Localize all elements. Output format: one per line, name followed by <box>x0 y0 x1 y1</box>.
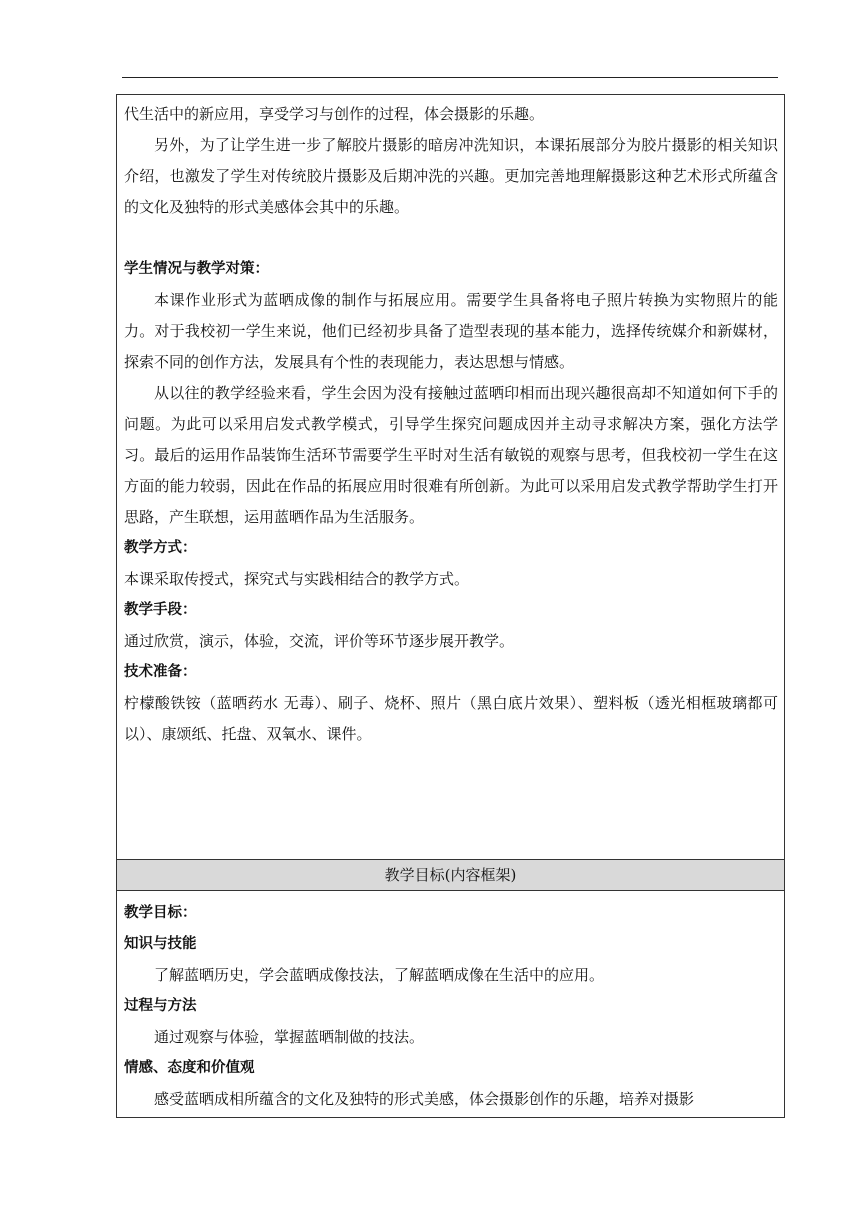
process-text: 通过观察与体验，掌握蓝晒制做的技法。 <box>154 1028 425 1046</box>
students-heading: 学生情况与教学对策： <box>124 261 269 277</box>
section-header-goals: 教学目标(内容框架) <box>117 860 784 890</box>
emotion-text: 感受蓝晒成相所蕴含的文化及独特的形式美感，体会摄影创作的乐趣，培养对摄影 <box>154 1090 695 1108</box>
lesson-plan-table <box>116 94 785 1118</box>
intro-paragraph-continued: 代生活中的新应用，享受学习与创作的过程，体会摄影的乐趣。 <box>124 105 545 123</box>
teaching-method-text: 本课采取传授式，探究式与实践相结合的教学方式。 <box>124 570 470 588</box>
students-paragraph-1: 本课作业形式为蓝晒成像的制作与拓展应用。需要学生具备将电子照片转换为实物照片的能力。对于我校初一学生来说，他们已经初步具备了造型表现的基本能力，选择传统媒介和新媒材，探索不同的创作方法，发展具有个性的表现能力，表达思想与情感。 <box>124 291 778 371</box>
goals-heading: 教学目标： <box>124 905 197 921</box>
extension-paragraph: 另外，为了让学生进一步了解胶片摄影的暗房冲洗知识，本课拓展部分为胶片摄影的相关知识介绍，也激发了学生对传统胶片摄影及后期冲洗的兴趣。更加完善地理解摄影这种艺术形式所蕴含的文化及独特的形式美感体会其中的乐趣。 <box>124 136 778 216</box>
row-divider <box>117 890 784 891</box>
teaching-means-text: 通过欣赏，演示，体验，交流，评价等环节逐步展开教学。 <box>124 632 515 650</box>
emotion-heading: 情感、态度和价值观 <box>124 1060 255 1076</box>
students-paragraph-2: 从以往的教学经验来看，学生会因为没有接触过蓝晒印相而出现兴趣很高却不知道如何下手的问题。为此可以采用启发式教学模式，引导学生探究问题成因并主动寻求解决方案，强化方法学习。最后的运用作品装饰生活环节需要学生平时对生活有敏锐的观察与思考，但我校初一学生在这方面的能力较弱，因此在作品的拓展应用时很难有所创新。为此可以采用启发式教学帮助学生打开思路，产生联想，运用蓝晒作品为生活服务。 <box>124 384 778 526</box>
analysis-cell <box>117 95 784 859</box>
tech-prep-text: 柠檬酸铁铵（蓝晒药水 无毒）、刷子、烧杯、照片（黑白底片效果）、塑料板（透光相框玻璃都可以）、康颂纸、托盘、双氧水、课件。 <box>124 694 778 743</box>
knowledge-heading: 知识与技能 <box>124 936 197 952</box>
process-heading: 过程与方法 <box>124 998 197 1014</box>
knowledge-text: 了解蓝晒历史，学会蓝晒成像技法，了解蓝晒成像在生活中的应用。 <box>154 966 605 984</box>
page-header-rule <box>122 77 778 78</box>
teaching-means-heading: 教学手段： <box>124 602 197 618</box>
goals-cell <box>117 892 784 1115</box>
teaching-method-heading: 教学方式： <box>124 540 197 556</box>
tech-prep-heading: 技术准备： <box>124 664 197 680</box>
